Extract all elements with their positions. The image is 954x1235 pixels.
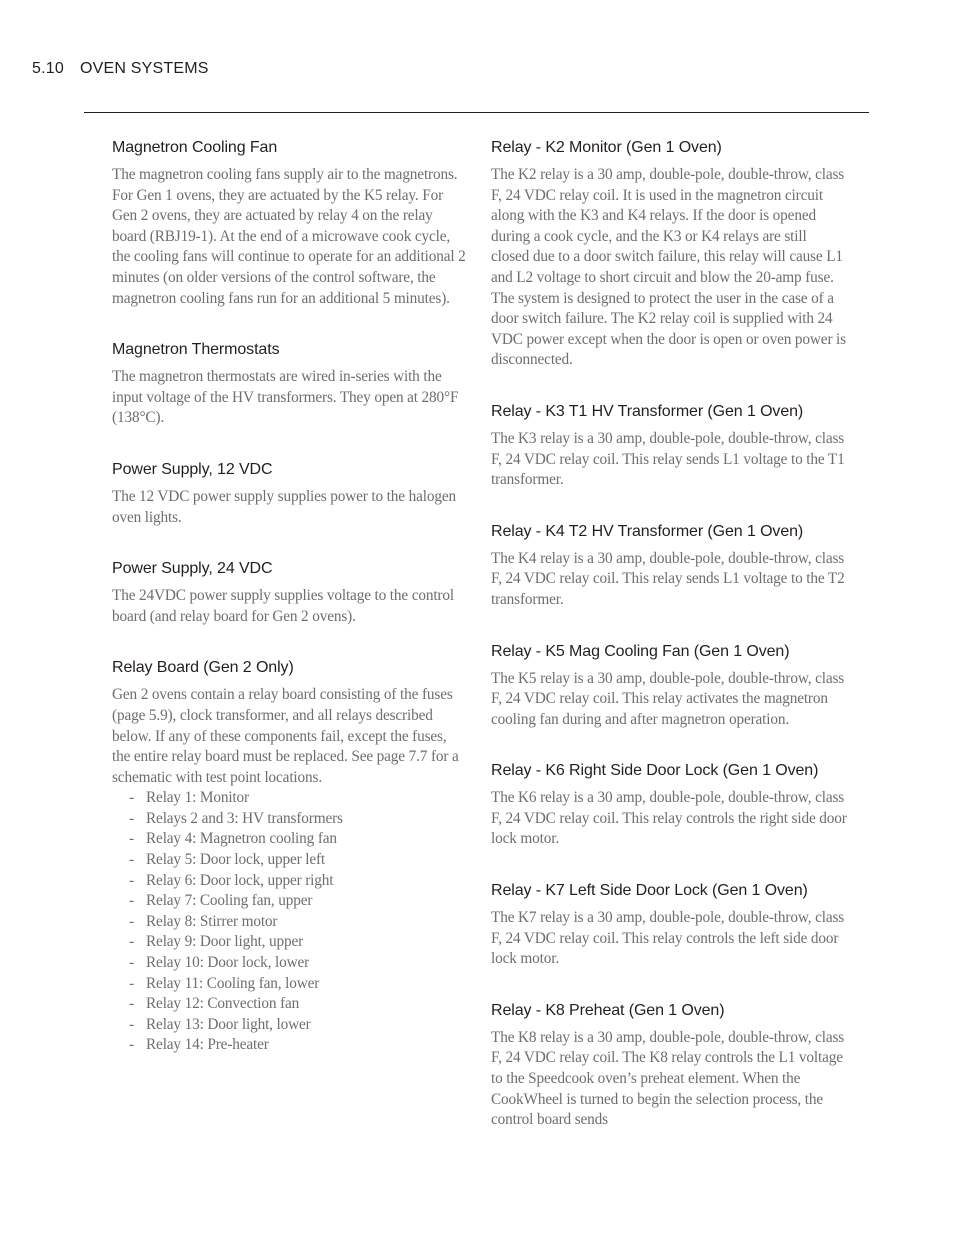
- section-power-supply-24vdc: [112, 558, 468, 627]
- list-marker: -: [129, 830, 134, 848]
- section-heading: Relay Board (Gen 2 Only): [112, 659, 294, 677]
- list-item: [129, 850, 468, 871]
- list-item-text: Relay 5: Door lock, upper left: [146, 851, 326, 869]
- list-item-text: Relay 1: Monitor: [146, 789, 249, 807]
- right-column: [491, 137, 847, 1131]
- left-column: [112, 137, 468, 1056]
- section-relay-k7: [491, 880, 847, 970]
- section-power-supply-12vdc: [112, 459, 468, 528]
- list-marker: -: [129, 912, 134, 930]
- page-header: [32, 60, 209, 78]
- section-body: The magnetron cooling fans supply air to the magnetrons. For Gen 1 ovens, they are actuated by the K5 relay. For Gen 2 ovens, they are actuated by relay 4 on the relay board (RBJ19-1). At the end of a microwave cook cycle, the cooling fans will continue to operate for an additional 2 minutes (on older versions of the control software, the magnetron cooling fans run for an additional 5 minutes).: [112, 166, 466, 307]
- list-item: [129, 871, 468, 892]
- section-body: The magnetron thermostats are wired in-series with the input voltage of the HV transformers. They open at 280°F (138°C).: [112, 368, 459, 427]
- list-item: [129, 994, 468, 1015]
- section-body: The K2 relay is a 30 amp, double-pole, double-throw, class F, 24 VDC relay coil. It is used in the magnetron circuit along with the K3 and K4 relays. If the door is opened during a cook cycle, and the K3 or K4 relays are still closed due to a door switch failure, this relay will cause L1 and L2 voltage to short circuit and blow the 20-amp fuse. The system is designed to protect the user in the case of a door switch failure. The K2 relay coil is supplied with 24 VDC power except when the door is open or oven power is disconnected.: [491, 166, 846, 369]
- section-heading: Relay - K3 T1 HV Transformer (Gen 1 Oven): [491, 402, 804, 420]
- list-item: [129, 829, 468, 850]
- section-body: Gen 2 ovens contain a relay board consisting of the fuses (page 5.9), clock transformer, and all relays described below. If any of these components fail, except the fuses, the entire relay board must be replaced. See page 7.7 for a schematic with test point locations.: [112, 686, 459, 786]
- list-marker: -: [129, 1036, 134, 1054]
- section-body: The K3 relay is a 30 amp, double-pole, double-throw, class F, 24 VDC relay coil. This relay sends L1 voltage to the T1 transformer.: [491, 429, 845, 489]
- list-item: [129, 974, 468, 995]
- section-number: 5.10: [32, 60, 64, 77]
- section-relay-board: [112, 657, 468, 1056]
- list-item: [129, 809, 468, 830]
- list-marker: -: [129, 974, 134, 992]
- list-item: [129, 891, 468, 912]
- list-item-text: Relay 10: Door lock, lower: [146, 954, 310, 972]
- section-heading: Power Supply, 12 VDC: [112, 460, 273, 478]
- section-title: OVEN SYSTEMS: [79, 60, 209, 77]
- section-relay-k5: [491, 641, 847, 731]
- section-heading: Relay - K6 Right Side Door Lock (Gen 1 Oven): [491, 762, 819, 780]
- list-item: [129, 788, 468, 809]
- section-relay-k2: [491, 137, 847, 371]
- list-item-text: Relay 4: Magnetron cooling fan: [146, 830, 337, 848]
- list-marker: -: [129, 789, 134, 807]
- list-marker: -: [129, 809, 134, 827]
- section-body: The K4 relay is a 30 amp, double-pole, double-throw, class F, 24 VDC relay coil. This relay sends L1 voltage to the T2 transformer.: [491, 549, 845, 608]
- section-body: The K5 relay is a 30 amp, double-pole, double-throw, class F, 24 VDC relay coil. This relay activates the magnetron cooling fan during and after magnetron operation.: [491, 669, 845, 728]
- header-divider: [84, 112, 869, 113]
- section-relay-k4: [491, 521, 847, 611]
- list-item: [129, 912, 468, 933]
- section-body: The 24VDC power supply supplies voltage to the control board (and relay board for Gen 2 ovens).: [112, 587, 454, 625]
- section-heading: Magnetron Cooling Fan: [112, 139, 278, 156]
- section-heading: Relay - K2 Monitor (Gen 1 Oven): [491, 139, 722, 156]
- list-item-text: Relay 8: Stirrer motor: [146, 912, 278, 930]
- section-body: The K6 relay is a 30 amp, double-pole, double-throw, class F, 24 VDC relay coil. This relay controls the right side door lock motor.: [491, 789, 847, 848]
- section-heading: Power Supply, 24 VDC: [112, 560, 273, 578]
- list-item-text: Relay 13: Door light, lower: [146, 1015, 311, 1033]
- list-marker: -: [129, 851, 134, 869]
- list-marker: -: [129, 871, 134, 889]
- section-relay-k8: [491, 1000, 847, 1131]
- section-body: The K7 relay is a 30 amp, double-pole, double-throw, class F, 24 VDC relay coil. This relay controls the left side door lock motor.: [491, 909, 845, 968]
- section-relay-k3: [491, 401, 847, 491]
- section-heading: Relay - K8 Preheat (Gen 1 Oven): [491, 1001, 725, 1019]
- list-marker: -: [129, 995, 134, 1013]
- list-item: [129, 1015, 468, 1036]
- list-item-text: Relay 7: Cooling fan, upper: [146, 892, 313, 910]
- list-item-text: Relay 12: Convection fan: [146, 995, 300, 1013]
- section-heading: Magnetron Thermostats: [112, 341, 280, 359]
- section-body: The K8 relay is a 30 amp, double-pole, double-throw, class F, 24 VDC relay coil. The K8 relay controls the L1 voltage to the Speedcook oven’s preheat element. When the CookWheel is turned to begin the selection process, the control board sends: [491, 1028, 845, 1129]
- list-item: [129, 953, 468, 974]
- list-item-text: Relays 2 and 3: HV transformers: [146, 809, 343, 827]
- section-heading: Relay - K7 Left Side Door Lock (Gen 1 Oven): [491, 882, 808, 900]
- list-item-text: Relay 6: Door lock, upper right: [146, 871, 334, 889]
- list-item-text: Relay 9: Door light, upper: [146, 933, 304, 951]
- section-relay-k6: [491, 760, 847, 850]
- list-item: [129, 1035, 468, 1056]
- section-heading: Relay - K5 Mag Cooling Fan (Gen 1 Oven): [491, 642, 790, 660]
- section-heading: Relay - K4 T2 HV Transformer (Gen 1 Oven): [491, 522, 804, 540]
- list-marker: -: [129, 933, 134, 951]
- list-marker: -: [129, 1015, 134, 1033]
- list-marker: -: [129, 954, 134, 972]
- section-magnetron-thermostats: [112, 339, 468, 429]
- list-marker: -: [129, 892, 134, 910]
- section-body: The 12 VDC power supply supplies power to the halogen oven lights.: [112, 487, 456, 526]
- list-item: [129, 932, 468, 953]
- list-item-text: Relay 11: Cooling fan, lower: [146, 974, 320, 992]
- relay-list: [112, 788, 468, 1056]
- list-item-text: Relay 14: Pre-heater: [146, 1036, 269, 1054]
- section-magnetron-cooling-fan: [112, 137, 468, 309]
